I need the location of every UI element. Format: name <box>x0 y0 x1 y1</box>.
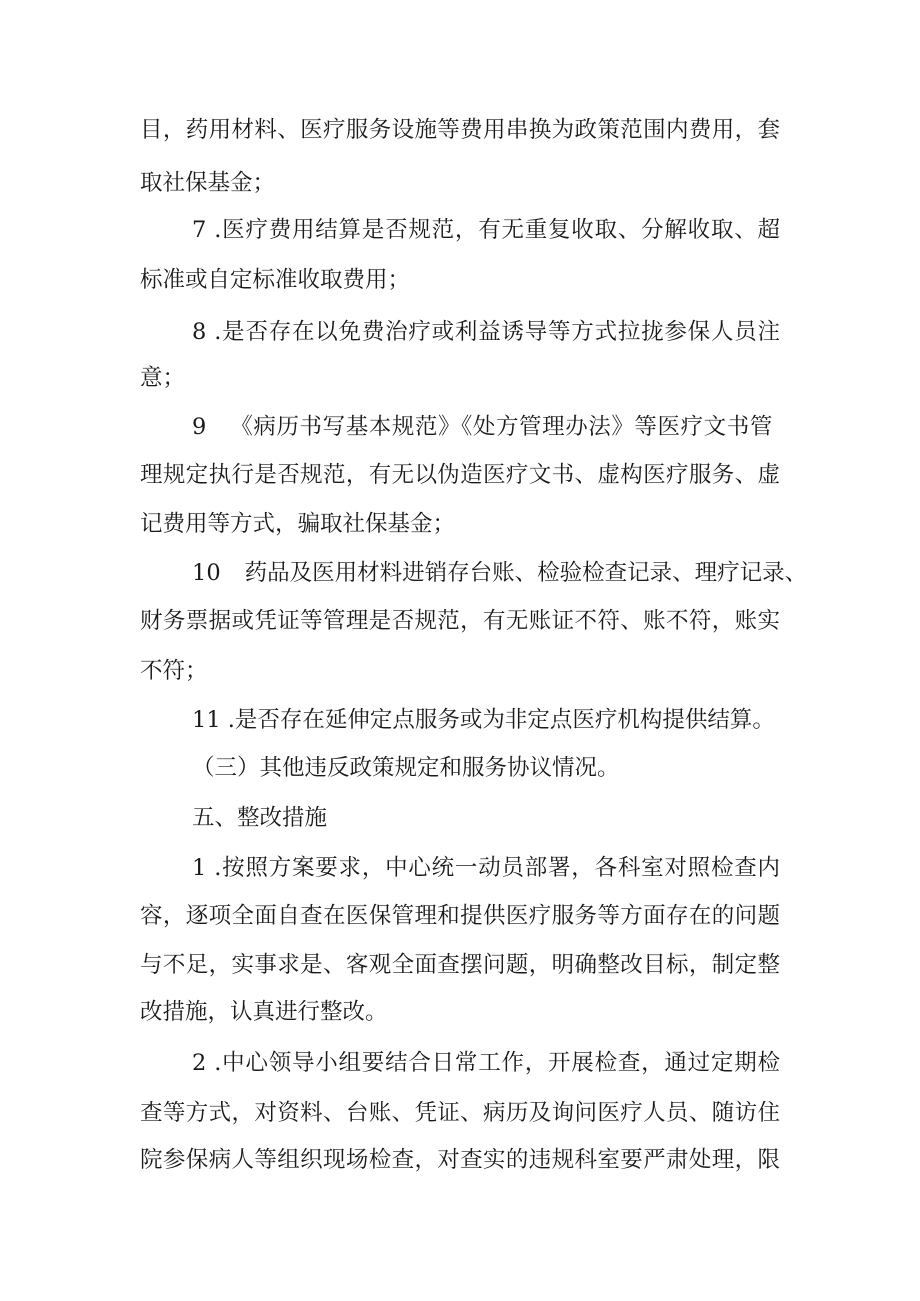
line-text: 与不足，实事求是、客观全面查摆问题，明确整改目标，制定整 <box>140 952 780 978</box>
text-line-2 <box>0 160 920 206</box>
text-line-4 <box>0 257 920 303</box>
text-line-10 <box>0 550 920 596</box>
line-text: 记费用等方式，骗取社保基金； <box>140 511 456 537</box>
line-text: 2 .中心领导小组要结合日常工作，开展检查，通过定期检 <box>192 1050 780 1076</box>
line-text: 意； <box>140 365 186 391</box>
item-number: 9 <box>192 414 207 440</box>
line-text: 目，药用材料、医疗服务设施等费用串换为政策范围内费用，套 <box>140 117 780 143</box>
text-line-13 <box>0 697 920 743</box>
line-text: 查等方式，对资料、台账、凭证、病历及询问医疗人员、随访住 <box>140 1100 780 1126</box>
text-line-16 <box>0 845 920 891</box>
text-line-19 <box>0 989 920 1035</box>
text-line-8 <box>0 452 920 498</box>
text-line-3 <box>0 207 920 253</box>
text-line-11 <box>0 598 920 644</box>
line-text: 院参保病人等组织现场检查，对查实的违规科室要严肃处理，限 <box>140 1147 780 1173</box>
line-text: 《病历书写基本规范》《处方管理办法》等医疗文书管 <box>230 414 773 440</box>
line-text: 7 .医疗费用结算是否规范，有无重复收取、分解收取、超 <box>192 217 780 243</box>
line-text: 理规定执行是否规范，有无以伪造医疗文书、虚构医疗服务、虚 <box>140 462 780 488</box>
text-line-20 <box>0 1040 920 1086</box>
line-text: 取社保基金； <box>140 170 276 196</box>
text-line-7 <box>0 404 920 450</box>
line-text: 药品及医用材料进销存台账、检验检查记录、理疗记录、 <box>244 560 808 586</box>
text-line-14 <box>0 745 920 791</box>
section-heading: 五、整改措施 <box>192 805 328 831</box>
text-line-22 <box>0 1137 920 1183</box>
line-text: 1 .按照方案要求，中心统一动员部署，各科室对照检查内 <box>192 855 780 881</box>
text-line-18 <box>0 942 920 988</box>
line-text: 改措施，认真进行整改。 <box>140 999 388 1025</box>
line-text: 容，逐项全面自查在医保管理和提供医疗服务等方面存在的问题 <box>140 903 780 929</box>
line-text: 标准或自定标准收取费用； <box>140 267 411 293</box>
line-text: 8 .是否存在以免费治疗或利益诱导等方式拉拢参保人员注 <box>192 319 780 345</box>
text-line-9 <box>0 501 920 547</box>
line-text: 11 .是否存在延伸定点服务或为非定点医疗机构提供结算。 <box>192 707 775 733</box>
text-line-1 <box>0 107 920 153</box>
text-line-15 <box>0 795 920 841</box>
text-line-12 <box>0 648 920 694</box>
item-number: 10 <box>192 560 221 586</box>
text-line-5 <box>0 309 920 355</box>
line-text: 不符； <box>140 658 208 684</box>
text-line-21 <box>0 1090 920 1136</box>
line-text: （三）其他违反政策规定和服务协议情况。 <box>192 755 620 781</box>
text-line-17 <box>0 893 920 939</box>
text-line-6 <box>0 355 920 401</box>
line-text: 财务票据或凭证等管理是否规范，有无账证不符、账不符，账实 <box>140 608 780 634</box>
